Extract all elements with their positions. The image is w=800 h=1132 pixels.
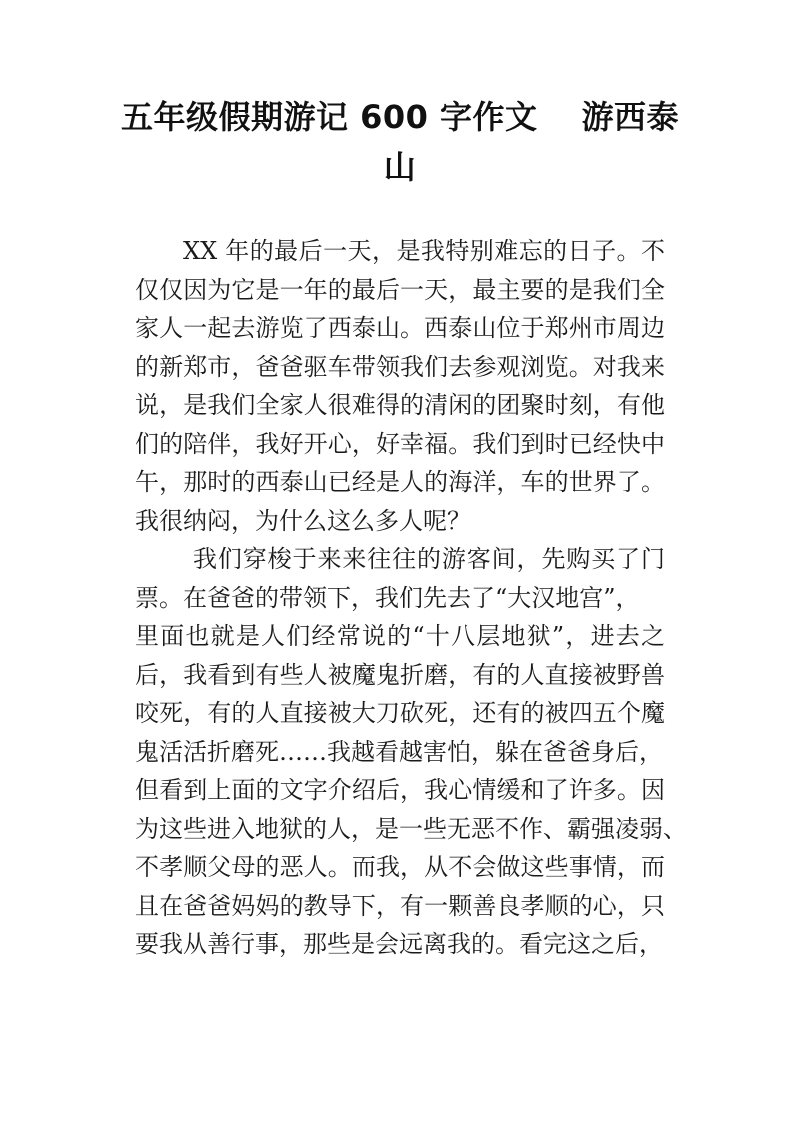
text-line: 后，我看到有些人被魔鬼折磨，有的人直接被野兽: [135, 660, 665, 689]
text-line: 鬼活活折磨死……我越看越害怕，躲在爸爸身后，: [135, 737, 663, 766]
title-part-2: 游西泰: [581, 98, 680, 136]
text-line: 仅仅因为它是一年的最后一天，最主要的是我们全: [135, 275, 665, 304]
document-body: [135, 232, 687, 964]
text-line: 且在爸爸妈妈的教导下，有一颗善良孝顺的心，只: [135, 891, 665, 920]
text-line: 我很纳闷，为什么这么多人呢？: [135, 506, 471, 535]
text-line: 家人一起去游览了西泰山。西泰山位于郑州市周边: [135, 314, 665, 342]
text-line: 午，那时的西泰山已经是人的海洋，车的世界了。: [135, 468, 665, 496]
text-line: XX 年的最后一天，是我特别难忘的日子。不: [183, 237, 665, 265]
text-line: 票。在爸爸的带领下，我们先去了“大汉地宫”，: [135, 583, 640, 612]
text-line: 咬死，有的人直接被大刀砍死，还有的被四五个魔: [135, 699, 665, 727]
text-line: 要我从善行事，那些是会远离我的。看完这之后，: [135, 930, 663, 958]
text-line: 们的陪伴，我好开心，好幸福。我们到时已经快中: [135, 429, 665, 458]
document-title: [120, 92, 680, 192]
text-line: 为这些进入地狱的人，是一些无恶不作、霸强凌弱、: [135, 814, 687, 843]
text-line: 但看到上面的文字介绍后，我心情缓和了许多。因: [135, 776, 665, 804]
text-line: 的新郑市，爸爸驱车带领我们去参观浏览。对我来: [135, 352, 665, 381]
text-line: 说，是我们全家人很难得的清闲的团聚时刻，有他: [135, 391, 665, 419]
title-part-1: 五年级假期游记 600 字作文: [120, 98, 538, 136]
text-line: 我们穿梭于来来往往的游客间，先购买了门: [193, 545, 665, 573]
text-line: 不孝顺父母的恶人。而我，从不会做这些事情，而: [135, 853, 665, 881]
title-line-2: 山: [383, 148, 417, 186]
text-line: 里面也就是人们经常说的“十八层地狱”，进去之: [135, 622, 665, 650]
